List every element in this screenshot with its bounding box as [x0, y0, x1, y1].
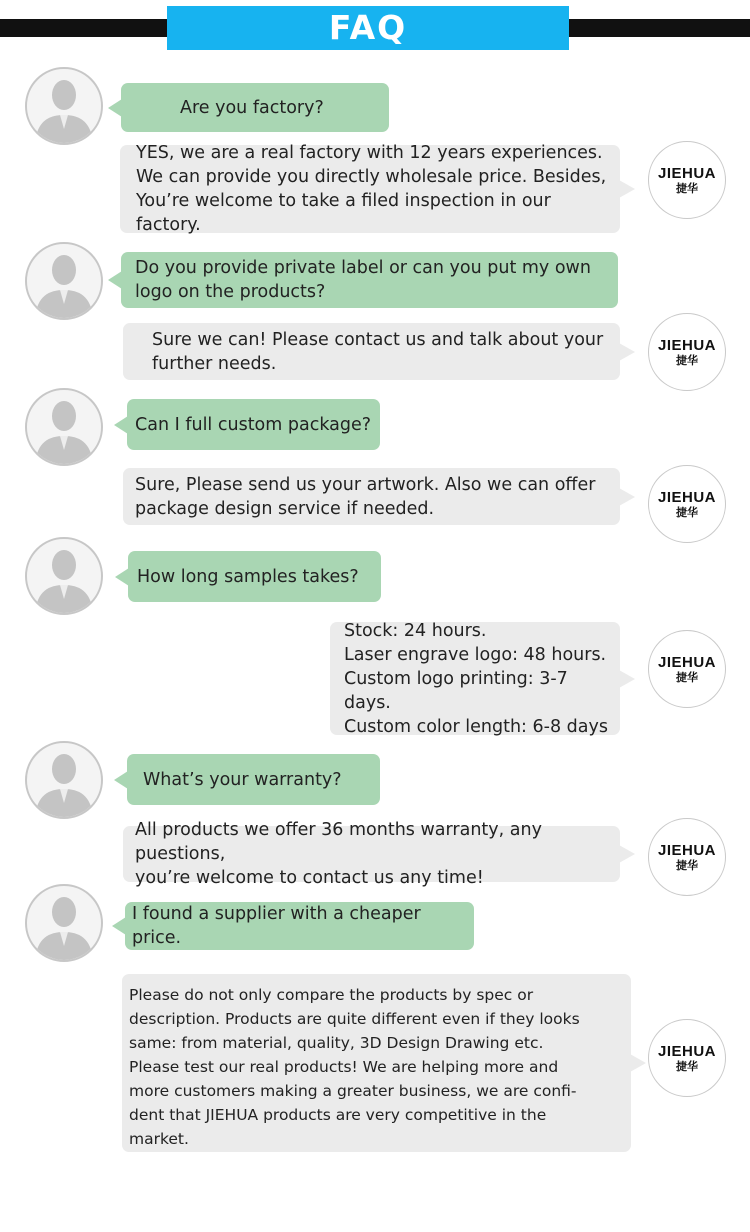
header-bar-left: [0, 19, 167, 37]
customer-avatar-icon: [25, 67, 103, 145]
logo-en: JIEHUA: [657, 337, 716, 354]
jiehua-logo: [648, 1019, 726, 1097]
logo-en: JIEHUA: [657, 842, 716, 859]
answer-bubble: [123, 820, 620, 888]
question-bubble: [121, 83, 389, 132]
logo-cn: 捷华: [676, 182, 698, 195]
customer-avatar-icon: [25, 388, 103, 466]
question-text: Are you factory?: [180, 97, 324, 118]
question-text: Do you provide private label or can you put my own logo on the products?: [135, 258, 591, 302]
answer-bubble: [330, 622, 620, 735]
jiehua-logo: [648, 313, 726, 391]
answer-text: All products we offer 36 months warranty, any puestions, you’re welcome to contact us any time!: [135, 820, 542, 888]
answer-bubble: [122, 974, 631, 1152]
question-bubble: [128, 551, 381, 602]
logo-en: JIEHUA: [657, 489, 716, 506]
logo-cn: 捷华: [676, 671, 698, 684]
header-bar-right: [569, 19, 750, 37]
question-bubble: [125, 902, 474, 950]
answer-text: YES, we are a real factory with 12 years experiences. We can provide you directly wholesale price. Besides, You’re welcome to take a filed inspection in our factory.: [136, 143, 607, 235]
question-text: How long samples takes?: [137, 566, 359, 587]
answer-bubble: [123, 323, 620, 380]
answer-bubble: [123, 468, 620, 525]
customer-avatar-icon: [25, 537, 103, 615]
answer-text: Please do not only compare the products by spec or description. Products are quite different even if they looks same: from material, quality, 3D Design Drawing etc. Please test our real products! We are helping more and more customers making a greater business, we are confi- dent that JIEHUA products are very competitive in the market.: [129, 986, 580, 1148]
question-bubble: [127, 399, 380, 450]
logo-cn: 捷华: [676, 506, 698, 519]
jiehua-logo: [648, 818, 726, 896]
answer-text: Sure, Please send us your artwork. Also we can offer package design service if needed.: [135, 474, 596, 519]
question-text: I found a supplier with a cheaper price.: [132, 904, 421, 948]
question-text: What’s your warranty?: [143, 769, 342, 790]
logo-en: JIEHUA: [657, 654, 716, 671]
question-bubble: [127, 754, 380, 805]
answer-text: Sure we can! Please contact us and talk about your further needs.: [152, 329, 604, 374]
question-bubble: [121, 252, 618, 308]
page-title: FAQ: [167, 6, 569, 50]
jiehua-logo: [648, 141, 726, 219]
customer-avatar-icon: [25, 242, 103, 320]
answer-text: Stock: 24 hours. Laser engrave logo: 48 hours. Custom logo printing: 3-7 days. Custom color length: 6-8 days: [344, 620, 608, 737]
logo-cn: 捷华: [676, 1060, 698, 1073]
logo-en: JIEHUA: [657, 1043, 716, 1060]
question-text: Can I full custom package?: [135, 414, 372, 435]
answer-bubble: [120, 145, 620, 233]
logo-cn: 捷华: [676, 859, 698, 872]
jiehua-logo: [648, 465, 726, 543]
customer-avatar-icon: [25, 741, 103, 819]
jiehua-logo: [648, 630, 726, 708]
logo-cn: 捷华: [676, 354, 698, 367]
logo-en: JIEHUA: [657, 165, 716, 182]
customer-avatar-icon: [25, 884, 103, 962]
